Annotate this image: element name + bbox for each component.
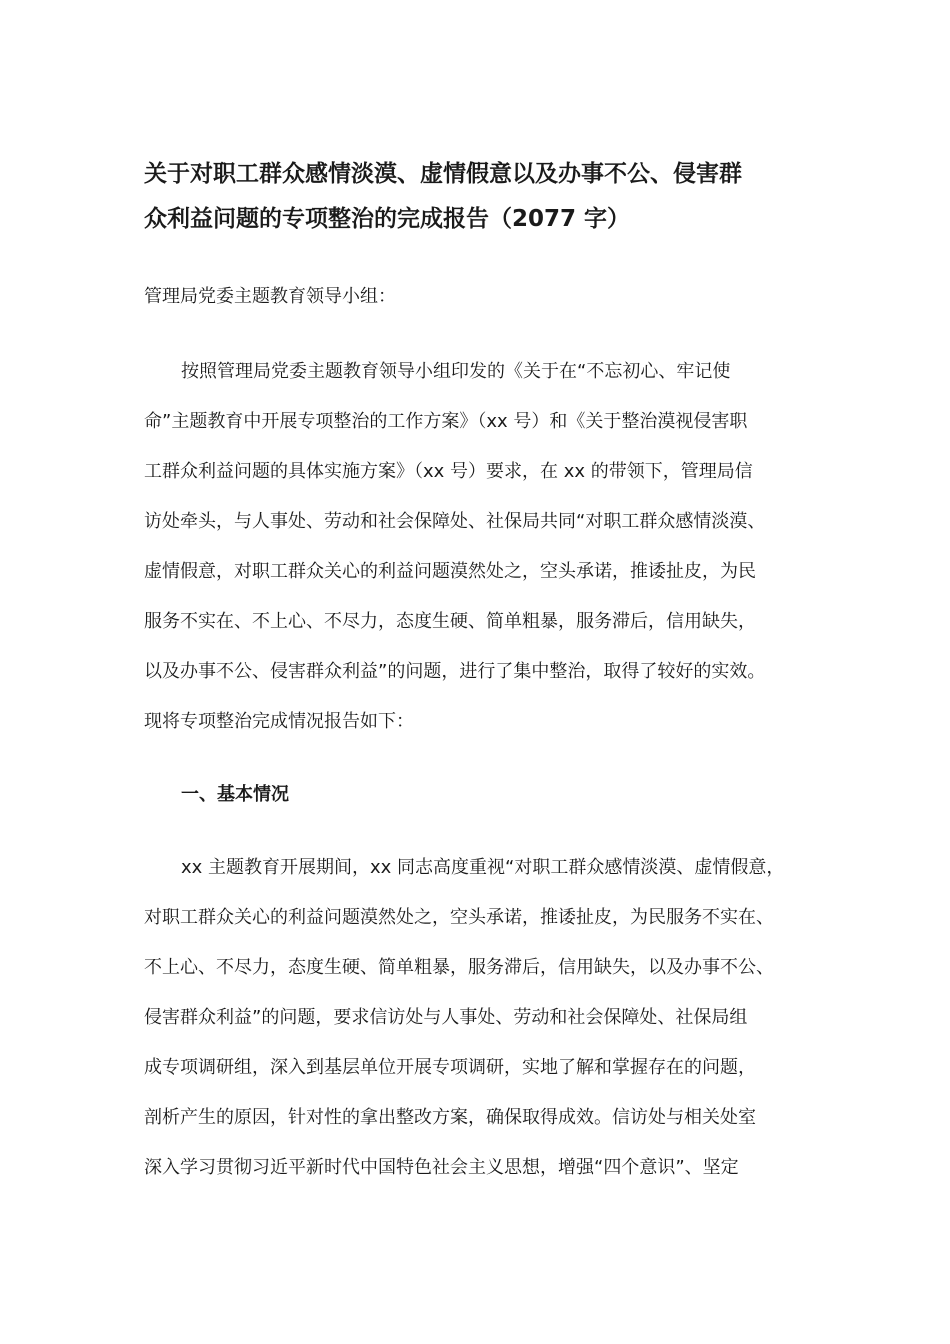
title-line-1: 关于对职工群众感情淡漠、虚情假意以及办事不公、侵害群	[144, 161, 742, 187]
paragraph-line: 服务不实在、不上心、不尽力，态度生硬、简单粗暴，服务滞后，信用缺失，	[144, 611, 756, 632]
paragraph-line: 深入学习贯彻习近平新时代中国特色社会主义思想，增强“四个意识”、坚定	[144, 1157, 739, 1178]
paragraph-line: 成专项调研组，深入到基层单位开展专项调研，实地了解和掌握存在的问题，	[144, 1057, 756, 1078]
title-line-2: 众利益问题的专项整治的完成报告（2077 字）	[144, 206, 631, 232]
paragraph-line: 工群众利益问题的具体实施方案》（xx 号）要求，在 xx 的带领下，管理局信	[144, 461, 753, 482]
paragraph-line: 以及办事不公、侵害群众利益”的问题，进行了集中整治，取得了较好的实效。	[144, 661, 766, 682]
paragraph-line: 按照管理局党委主题教育领导小组印发的《关于在“不忘初心、牢记使	[181, 361, 731, 382]
paragraph-line: 命”主题教育中开展专项整治的工作方案》（xx 号）和《关于整治漠视侵害职	[144, 411, 748, 432]
paragraph-line: 虚情假意，对职工群众关心的利益问题漠然处之，空头承诺，推诿扯皮，为民	[144, 561, 756, 582]
paragraph-intro	[144, 357, 834, 757]
paragraph-line: 对职工群众关心的利益问题漠然处之，空头承诺，推诿扯皮，为民服务不实在、	[144, 907, 774, 928]
paragraph-line: 现将专项整治完成情况报告如下：	[144, 711, 414, 732]
salutation: 管理局党委主题教育领导小组：	[144, 286, 396, 307]
document-title	[144, 152, 824, 242]
paragraph-line: 侵害群众利益”的问题，要求信访处与人事处、劳动和社会保障处、社保局组	[144, 1007, 748, 1028]
paragraph-line: 剖析产生的原因，针对性的拿出整改方案，确保取得成效。信访处与相关处室	[144, 1107, 756, 1128]
paragraph-line: 不上心、不尽力，态度生硬、简单粗暴，服务滞后，信用缺失，以及办事不公、	[144, 957, 774, 978]
paragraph-line: 访处牵头，与人事处、劳动和社会保障处、社保局共同“对职工群众感情淡漠、	[144, 511, 766, 532]
section-heading-basic-situation: 一、基本情况	[181, 784, 289, 805]
paragraph-line: xx 主题教育开展期间，xx 同志高度重视“对职工群众感情淡漠、虚情假意，	[181, 857, 785, 878]
paragraph-basic-situation	[144, 853, 834, 1203]
